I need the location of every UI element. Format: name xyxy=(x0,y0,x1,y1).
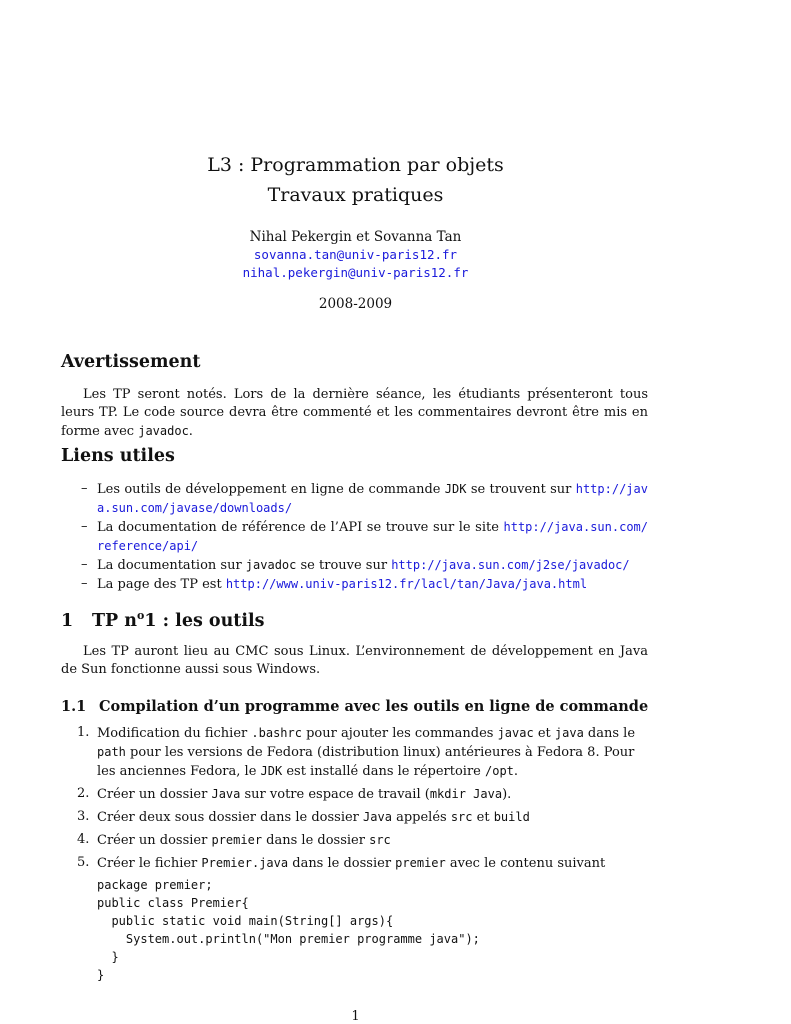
authors: Nihal Pekergin et Sovanna Tan xyxy=(249,229,462,245)
academic-year: 2008-2009 xyxy=(318,296,393,312)
code-block: package premier; public class Premier{ public static void main(String[] args){ System.out.println("Mon premier programme java"); } } xyxy=(97,878,480,982)
heading-section-1-1: 1.1 Compilation d’un programme avec les outils en ligne de commande xyxy=(61,698,649,715)
email-link-pekergin[interactable]: nihal.pekergin@univ-paris12.fr xyxy=(242,265,469,280)
list-item: – Les outils de développement en ligne de commande JDK se trouvent sur http://java.sun.com/javase/downloads/ xyxy=(61,480,648,518)
jdk-download-link[interactable]: http://java.sun.com/javase/downloads/ xyxy=(97,482,648,515)
list-item: 2. Créer un dossier Java sur votre espace de travail (mkdir Java). xyxy=(77,786,512,802)
list-item: 1. Modification du fichier .bashrc pour ajouter les commandes javac et java dans le path pour les versions de Fedora (distribution linux) antérieures à Fedora 8. Pour les anciennes Fedora, le JDK est installé dans le répertoire /opt. xyxy=(77,725,636,779)
list-item: 5. Créer le fichier Premier.java dans le dossier premier avec le contenu suivant xyxy=(77,855,606,871)
links-list xyxy=(61,480,648,594)
list-item: 3. Créer deux sous dossier dans le dossier Java appelés src et build xyxy=(77,809,530,825)
list-item: – La page des TP est http://www.univ-paris12.fr/lacl/tan/Java/java.html xyxy=(61,575,648,594)
heading-avertissement: Avertissement xyxy=(61,352,201,372)
api-reference-link[interactable]: http://java.sun.com/reference/api/ xyxy=(97,520,648,553)
document-title-line2: Travaux pratiques xyxy=(267,184,444,206)
javadoc-link[interactable]: http://java.sun.com/j2se/javadoc/ xyxy=(391,558,630,572)
heading-liens-utiles: Liens utiles xyxy=(61,446,175,466)
avertissement-paragraph: Les TP seront notés. Lors de la dernière séance, les étudiants présenteront tous leurs TP. Le code source devra être commenté et les commentaires devront être mis en forme avec javadoc. xyxy=(61,387,648,439)
page-number: 1 xyxy=(351,1009,360,1024)
list-item: – La documentation de référence de l’API se trouve sur le site http://java.sun.com/reference/api/ xyxy=(61,518,648,556)
tp-page-link[interactable]: http://www.univ-paris12.fr/lacl/tan/Java/java.html xyxy=(225,577,588,591)
steps-list xyxy=(61,724,648,877)
document-title-line1: L3 : Programmation par objets xyxy=(207,154,504,176)
section-1-paragraph: Les TP auront lieu au CMC sous Linux. L’environnement de développement en Java de Sun fonctionne aussi sous Windows. xyxy=(61,644,648,677)
list-item: 4. Créer un dossier premier dans le dossier src xyxy=(77,832,391,848)
list-item: – La documentation sur javadoc se trouve sur http://java.sun.com/j2se/javadoc/ xyxy=(61,556,648,575)
heading-section-1: 1 TP $n^o1$ : les outils xyxy=(61,609,265,631)
email-link-tan[interactable]: sovanna.tan@univ-paris12.fr xyxy=(253,247,458,262)
